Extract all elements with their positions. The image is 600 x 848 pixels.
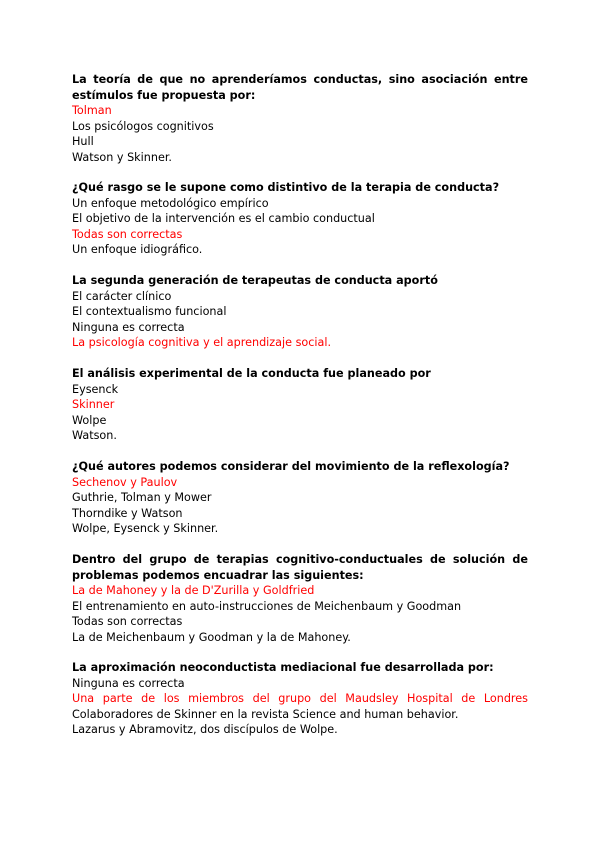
answer-option: Un enfoque idiográfico. [72,243,203,256]
answer-option: Wolpe, Eysenck y Skinner. [72,522,219,535]
answer-option: El carácter clínico [72,289,172,303]
answer-option-correct: Tolman [72,104,112,117]
question-2 [72,180,528,258]
question-7 [72,660,528,738]
answer-option-correct: Skinner [72,398,115,411]
question-1 [72,72,528,165]
answer-option: Wolpe [72,413,107,427]
answer-option-correct: Una parte de los miembros del grupo del Maudsley Hospital de Londres [72,692,528,705]
answer-option: Thorndike y Watson [72,506,183,520]
answer-option: Colaboradores de Skinner en la revista Science and human behavior. [72,707,459,721]
answer-option: El entrenamiento en auto-instrucciones de Meichenbaum y Goodman [72,599,462,613]
answer-option: Un enfoque metodológico empírico [72,196,269,210]
question-4 [72,366,528,444]
answer-option: La de Meichenbaum y Goodman y la de Mahoney. [72,630,351,644]
question-title: La segunda generación de terapeutas de conducta aportó [72,274,438,287]
answer-option: Eysenck [72,382,119,396]
question-title: El análisis experimental de la conducta fue planeado por [72,367,431,380]
answer-option: Los psicólogos cognitivos [72,119,214,133]
answer-option: Watson. [72,429,117,442]
answer-option: Watson y Skinner. [72,150,172,164]
answer-option: Hull [72,135,94,148]
question-title: La aproximación neoconductista mediacional fue desarrollada por: [72,661,494,674]
answer-option-correct: Todas son correctas [72,227,183,241]
answer-option: El contextualismo funcional [72,305,227,318]
answer-option: Todas son correctas [72,615,183,628]
answer-option: Ninguna es correcta [72,676,185,690]
answer-option: Ninguna es correcta [72,320,185,334]
answer-option-correct: La de Mahoney y la de D'Zurilla y Goldfried [72,584,315,597]
question-title: Dentro del grupo de terapias cognitivo-conductuales de solución de [72,553,528,566]
question-title: ¿Qué rasgo se le supone como distintivo de la terapia de conducta? [72,181,500,194]
question-title: La teoría de que no aprenderíamos conductas, sino asociación entre [72,73,528,86]
question-title-continued: problemas podemos encuadrar las siguientes: [72,568,364,582]
answer-option: Lazarus y Abramovitz, dos discípulos de Wolpe. [72,723,338,736]
question-3 [72,273,528,351]
question-title: ¿Qué autores podemos considerar del movimiento de la reflexología? [72,460,510,473]
question-6 [72,552,528,645]
question-title-continued: estímulos fue propuesta por: [72,88,256,102]
answer-option-correct: Sechenov y Paulov [72,475,178,489]
question-5 [72,459,528,537]
answer-option: El objetivo de la intervención es el cambio conductual [72,212,375,225]
answer-option: Guthrie, Tolman y Mower [72,491,212,504]
answer-option-correct: La psicología cognitiva y el aprendizaje social. [72,336,332,349]
